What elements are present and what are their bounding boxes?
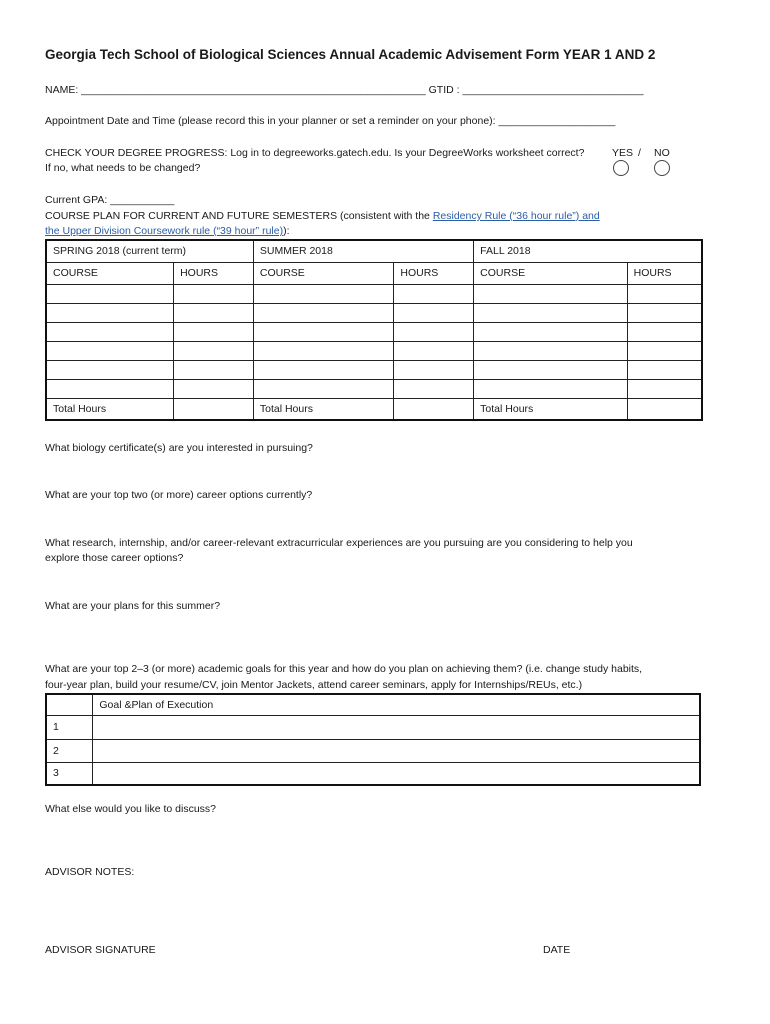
certificate-question: What biology certificate(s) are you interested in pursuing? bbox=[45, 442, 313, 454]
discuss-question: What else would you like to discuss? bbox=[45, 803, 216, 815]
term-header-spring: SPRING 2018 (current term) bbox=[46, 240, 253, 262]
course-cell[interactable] bbox=[474, 284, 627, 303]
course-cell[interactable] bbox=[46, 360, 174, 379]
total-hours-cell[interactable] bbox=[394, 398, 474, 420]
hours-column-header: HOURS bbox=[174, 262, 254, 284]
term-header-summer: SUMMER 2018 bbox=[253, 240, 473, 262]
no-radio[interactable] bbox=[654, 160, 670, 176]
course-cell[interactable] bbox=[253, 303, 394, 322]
course-cell[interactable] bbox=[46, 379, 174, 398]
goals-question-line1: What are your top 2–3 (or more) academic goals for this year and how do you plan on achieving them? (i.e. change study habits, bbox=[45, 663, 643, 675]
course-cell[interactable] bbox=[253, 360, 394, 379]
table-row bbox=[46, 739, 700, 762]
course-cell[interactable] bbox=[253, 322, 394, 341]
course-column-header: COURSE bbox=[474, 262, 627, 284]
course-plan-intro-line2 bbox=[45, 225, 290, 237]
table-row bbox=[46, 341, 702, 360]
course-plan-intro-text: COURSE PLAN FOR CURRENT AND FUTURE SEMESTERS (consistent with the bbox=[45, 210, 433, 222]
hours-cell[interactable] bbox=[627, 303, 702, 322]
yes-no-separator: / bbox=[638, 147, 641, 159]
summer-question: What are your plans for this summer? bbox=[45, 600, 221, 612]
form-title: Georgia Tech School of Biological Sciences Annual Academic Advisement Form YEAR 1 AND 2 bbox=[45, 47, 656, 62]
table-row bbox=[46, 360, 702, 379]
course-plan-intro bbox=[45, 210, 600, 222]
goals-question-line2: four-year plan, build your resume/CV, join Mentor Jackets, attend career seminars, apply for Internships/REUs, etc.) bbox=[45, 679, 583, 691]
course-cell[interactable] bbox=[474, 303, 627, 322]
course-column-header: COURSE bbox=[253, 262, 394, 284]
table-row bbox=[46, 322, 702, 341]
hours-cell[interactable] bbox=[174, 284, 254, 303]
total-hours-label: Total Hours bbox=[253, 398, 394, 420]
total-hours-label: Total Hours bbox=[474, 398, 627, 420]
course-plan-outro: ): bbox=[283, 225, 290, 237]
course-cell[interactable] bbox=[253, 284, 394, 303]
hours-cell[interactable] bbox=[174, 360, 254, 379]
goal-cell[interactable] bbox=[93, 715, 700, 739]
goals-table bbox=[45, 693, 701, 786]
table-row bbox=[46, 715, 700, 739]
course-cell[interactable] bbox=[474, 379, 627, 398]
goals-table-header: Goal &Plan of Execution bbox=[93, 694, 700, 715]
table-row bbox=[46, 379, 702, 398]
table-row bbox=[46, 762, 700, 785]
goals-table-corner bbox=[46, 694, 93, 715]
hours-cell[interactable] bbox=[627, 322, 702, 341]
advisor-notes-label: ADVISOR NOTES: bbox=[45, 866, 135, 878]
table-row bbox=[46, 303, 702, 322]
degree-change-question: If no, what needs to be changed? bbox=[45, 162, 201, 174]
course-column-header: COURSE bbox=[46, 262, 174, 284]
hours-cell[interactable] bbox=[394, 322, 474, 341]
hours-cell[interactable] bbox=[627, 379, 702, 398]
research-question-line2: explore those career options? bbox=[45, 552, 184, 564]
hours-cell[interactable] bbox=[174, 303, 254, 322]
hours-cell[interactable] bbox=[174, 379, 254, 398]
goal-number: 2 bbox=[46, 739, 93, 762]
hours-column-header: HOURS bbox=[627, 262, 702, 284]
total-hours-cell[interactable] bbox=[627, 398, 702, 420]
hours-cell[interactable] bbox=[394, 360, 474, 379]
course-cell[interactable] bbox=[474, 322, 627, 341]
course-cell[interactable] bbox=[46, 322, 174, 341]
hours-column-header: HOURS bbox=[394, 262, 474, 284]
appointment-line[interactable]: Appointment Date and Time (please record this in your planner or set a reminder on your phone): ____________________ bbox=[45, 115, 616, 127]
research-question-line1: What research, internship, and/or career-relevant extracurricular experiences are you pursuing are you considering to help you bbox=[45, 537, 633, 549]
hours-cell[interactable] bbox=[394, 341, 474, 360]
advisor-signature-label: ADVISOR SIGNATURE bbox=[45, 944, 156, 956]
table-row bbox=[46, 284, 702, 303]
total-hours-cell[interactable] bbox=[174, 398, 254, 420]
goal-number: 1 bbox=[46, 715, 93, 739]
term-header-fall: FALL 2018 bbox=[474, 240, 702, 262]
course-cell[interactable] bbox=[253, 379, 394, 398]
degree-check-question: CHECK YOUR DEGREE PROGRESS: Log in to degreeworks.gatech.edu. Is your DegreeWorks worksheet correct? bbox=[45, 147, 585, 159]
course-cell[interactable] bbox=[46, 341, 174, 360]
yes-label: YES bbox=[612, 147, 634, 159]
course-cell[interactable] bbox=[46, 284, 174, 303]
yes-radio[interactable] bbox=[613, 160, 629, 176]
hours-cell[interactable] bbox=[394, 284, 474, 303]
goal-cell[interactable] bbox=[93, 739, 700, 762]
hours-cell[interactable] bbox=[627, 360, 702, 379]
name-gtid-line[interactable]: NAME: ___________________________________________________________ GTID : _______________________________ bbox=[45, 84, 644, 96]
goal-cell[interactable] bbox=[93, 762, 700, 785]
hours-cell[interactable] bbox=[174, 341, 254, 360]
hours-cell[interactable] bbox=[394, 303, 474, 322]
hours-cell[interactable] bbox=[627, 341, 702, 360]
hours-cell[interactable] bbox=[174, 322, 254, 341]
no-label: NO bbox=[654, 147, 670, 159]
total-hours-label: Total Hours bbox=[46, 398, 174, 420]
course-cell[interactable] bbox=[474, 360, 627, 379]
semester-course-table bbox=[45, 239, 703, 421]
date-label: DATE bbox=[543, 944, 571, 956]
hours-cell[interactable] bbox=[394, 379, 474, 398]
career-question: What are your top two (or more) career options currently? bbox=[45, 489, 313, 501]
course-cell[interactable] bbox=[474, 341, 627, 360]
gpa-line[interactable]: Current GPA: ___________ bbox=[45, 194, 175, 206]
hours-cell[interactable] bbox=[627, 284, 702, 303]
goal-number: 3 bbox=[46, 762, 93, 785]
residency-rule-link[interactable]: Residency Rule (“36 hour rule”) and bbox=[432, 210, 600, 222]
upper-division-rule-link[interactable]: the Upper Division Coursework rule (“39 hour” rule) bbox=[45, 225, 284, 237]
course-cell[interactable] bbox=[253, 341, 394, 360]
course-cell[interactable] bbox=[46, 303, 174, 322]
